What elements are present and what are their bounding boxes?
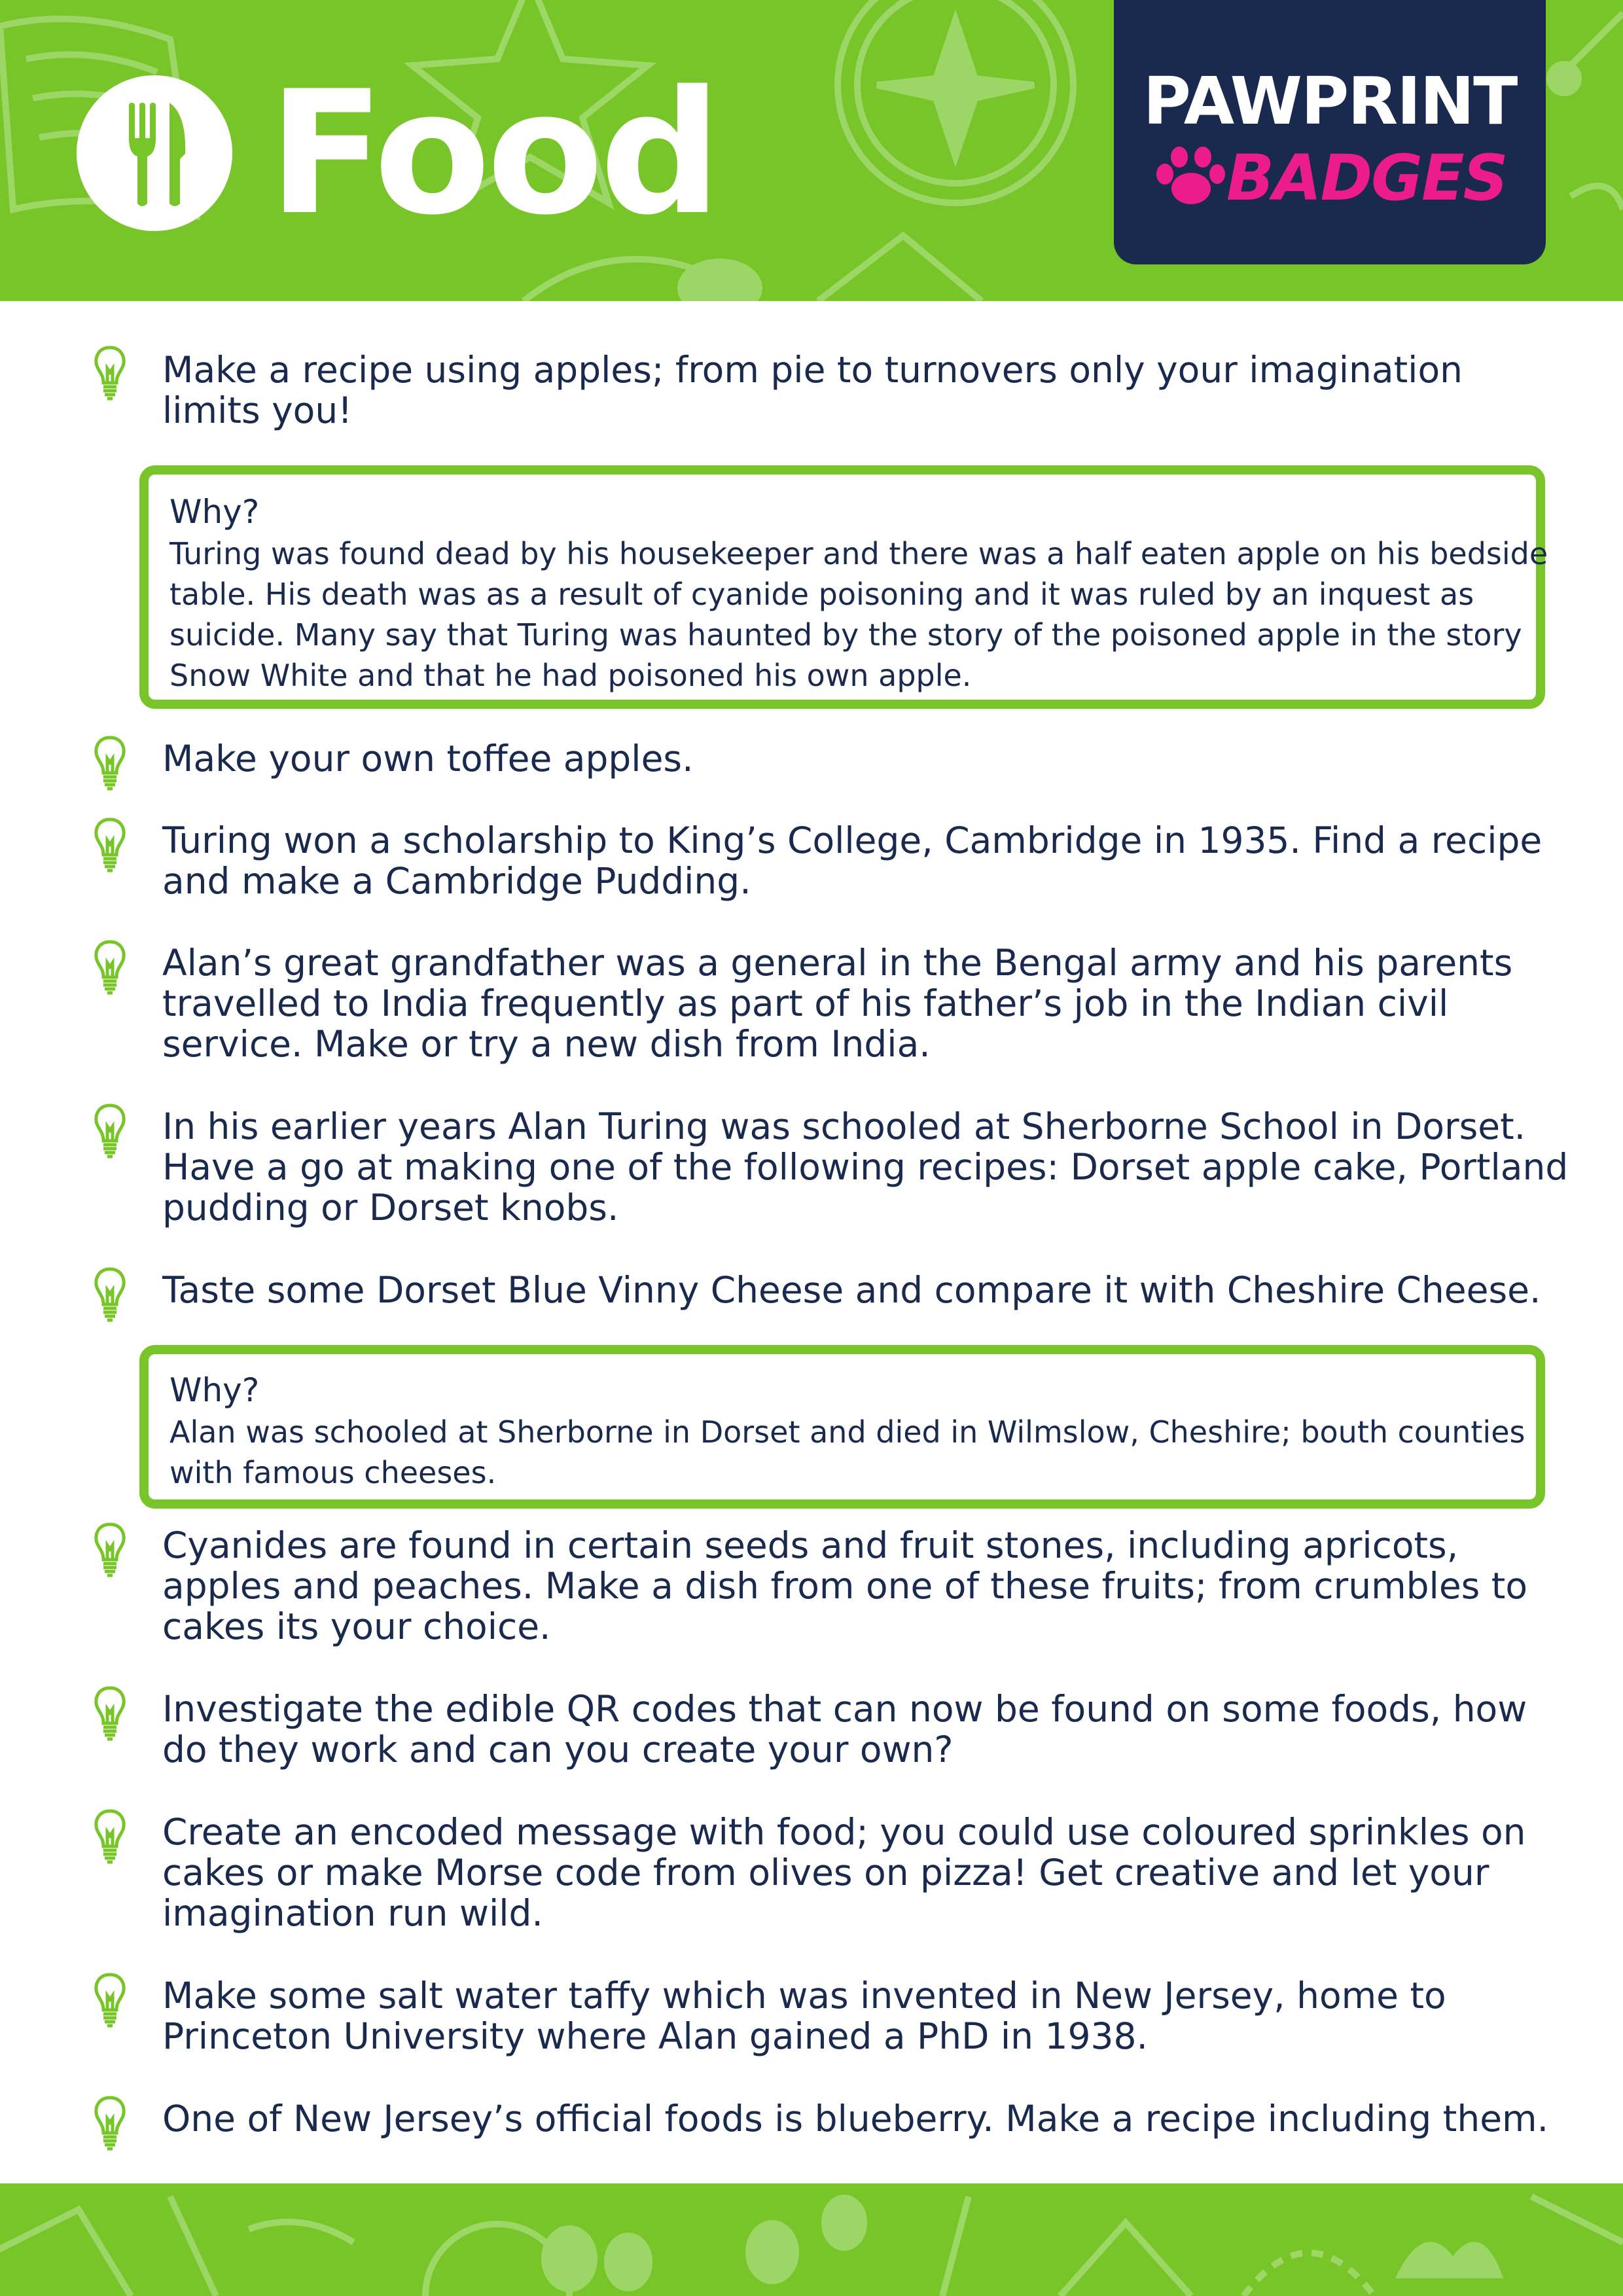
why-text: Turing was found dead by his housekeeper and there was a half eaten apple on his bedside table. His death was as a result of cyanide poisoning and it was ruled by an inquest as suicide. Many say that Turing was haunted by the story of the poisoned apple in the story Snow White and that he had poisoned his own apple. (169, 536, 1548, 693)
lightbulb-icon (90, 1265, 130, 1324)
lightbulb-icon (90, 1102, 130, 1160)
item-text: Create an encoded message with food; you could use coloured sprinkles on cakes or make Morse code from olives on pizza! Get creative and let your imagination run wild. (162, 1811, 1526, 1934)
fork-knife-icon (77, 75, 232, 231)
item-text: Make your own toffee apples. (162, 738, 694, 780)
logo-line2: BADGES (1226, 141, 1507, 215)
page-title: Food (268, 55, 718, 253)
lightbulb-icon (90, 344, 130, 403)
item-text: Alan’s great grandfather was a general in the Bengal army and his parents travelled to India frequently as part of his father’s job in the Indian civil service. Make or try a new dish from India. (162, 942, 1513, 1065)
why-box (139, 1345, 1545, 1509)
why-heading: Why? (169, 493, 260, 531)
item-text: Turing won a scholarship to King’s College, Cambridge in 1935. Find a recipe and make a Cambridge Pudding. (162, 819, 1543, 902)
doodle-pattern (0, 2183, 1623, 2296)
paw-icon (1153, 145, 1225, 211)
lightbulb-icon (90, 1684, 130, 1743)
logo-line1: PAWPRINT (1143, 63, 1517, 139)
item-text: Make some salt water taffy which was invented in New Jersey, home to Princeton University where Alan gained a PhD in 1938. (162, 1975, 1446, 2057)
lightbulb-icon (90, 816, 130, 874)
lightbulb-icon (90, 734, 130, 793)
lightbulb-icon (90, 1520, 130, 1579)
item-text: Make a recipe using apples; from pie to turnovers only your imagination limits you! (162, 349, 1463, 431)
why-heading: Why? (169, 1371, 260, 1409)
item-text: Investigate the edible QR codes that can now be found on some foods, how do they work and can you create your own? (162, 1688, 1527, 1770)
pawprint-badges-logo (1114, 0, 1546, 264)
lightbulb-icon (90, 2094, 130, 2153)
header-banner (0, 0, 1623, 301)
why-text: Alan was schooled at Sherborne in Dorset and died in Wilmslow, Cheshire; bouth counties with famous cheeses. (169, 1414, 1525, 1490)
footer-banner (0, 2183, 1623, 2296)
lightbulb-icon (90, 1807, 130, 1866)
item-text: One of New Jersey’s official foods is blueberry. Make a recipe including them. (162, 2098, 1549, 2140)
logo-line2-group (1153, 139, 1520, 217)
why-box (139, 465, 1548, 709)
item-text: Cyanides are found in certain seeds and fruit stones, including apricots, apples and peaches. Make a dish from one of these fruits; from crumbles to cakes its your choice. (162, 1524, 1528, 1647)
item-text: In his earlier years Alan Turing was schooled at Sherborne School in Dorset. Have a go at making one of the following recipes: Dorset apple cake, Portland pudding or Dorset knobs. (162, 1105, 1569, 1229)
lightbulb-icon (90, 938, 130, 997)
lightbulb-icon (90, 1971, 130, 2030)
item-text: Taste some Dorset Blue Vinny Cheese and compare it with Cheshire Cheese. (162, 1269, 1541, 1311)
